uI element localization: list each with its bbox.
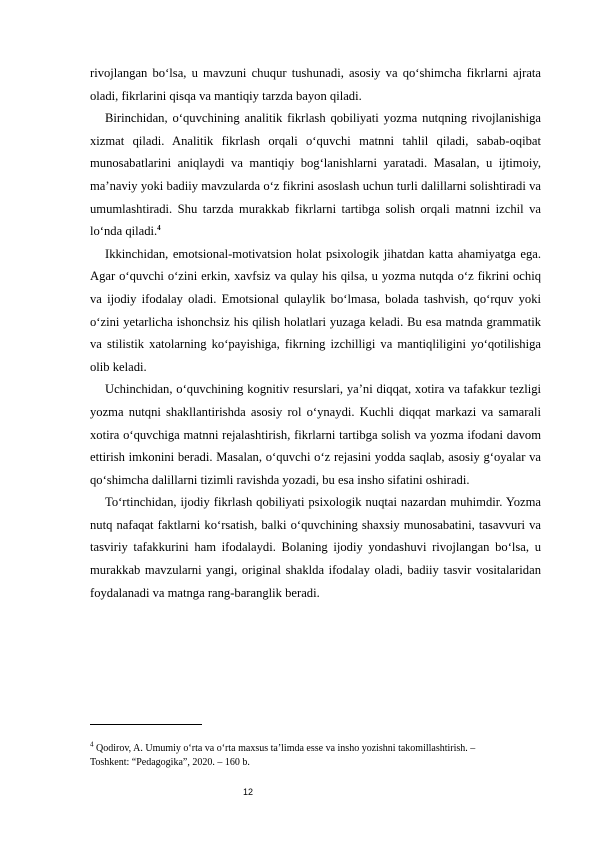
paragraph-fourth-point: To‘rtinchidan, ijodiy fikrlash qobiliyati psixologik nuqtai nazardan muhimdir. Yozma nutq nafaqat faktlarni ko‘rsatish, balki o‘quvchining shaxsiy munosabatini, tasavvuri va tasviriy tafakkurini ham ifodalaydi. Bolaning ijodiy yondashuvi rivojlangan bo‘lsa, u murakkab mavzularni yangi, original shaklda ifodalay oladi, badiiy tasvir vositalaridan foydalanadi va matnga rang-baranglik beradi. bbox=[90, 495, 541, 600]
paragraph-first-point bbox=[90, 107, 541, 243]
footnote-divider bbox=[90, 724, 202, 725]
page-number: 12 bbox=[243, 787, 254, 797]
paragraph-first-point-text: Birinchidan, o‘quvchining analitik fikrlash qobiliyati yozma nutqning rivojlanishiga xizmat qiladi. Analitik fikrlash orqali o‘quvchi matnni tahlil qiladi, sabab-oqibat munosabatlarini aniqlaydi va mantiqiy bog‘lanishlarni yaratadi. Masalan, u ijtimoiy, ma’naviy yoki badiiy mavzularda o‘z fikrini asoslash uchun turli dalillarni solishtiradi va umumlashtiradi. Shu tarzda murakkab fikrlarni tartibga solish orqali matnni izchil va lo‘nda qiladi. bbox=[90, 111, 541, 239]
footnote-text: Qodirov, A. Umumiy o‘rta va o‘rta maxsus ta’limda esse va insho yozishni takomillashtirish. – Toshkent: “Pedagogika”, 2020. – 160 b. bbox=[90, 743, 476, 768]
paragraph-continuation: rivojlangan bo‘lsa, u mavzuni chuqur tushunadi, asosiy va qo‘shimcha fikrlarni ajrata oladi, fikrlarini qisqa va mantiqiy tarzda bayon qiladi. bbox=[90, 66, 541, 103]
footnote-reference[interactable]: 4 bbox=[157, 223, 161, 232]
footnote-number: 4 bbox=[90, 740, 94, 749]
page-body bbox=[90, 62, 541, 604]
paragraph-third-point: Uchinchidan, o‘quvchining kognitiv resurslari, ya’ni diqqat, xotira va tafakkur tezligi yozma nutqni shakllantirishda asosiy rol o‘ynaydi. Kuchli diqqat markazi va samarali xotira o‘quvchiga matnni rejalashtirish, fikrlarni tartibga solish va yozma ifodani davom ettirish imkonini beradi. Masalan, o‘quvchi o‘z rejasini yodda saqlab, asosiy g‘oyalar va qo‘shimcha dalillarni tizimli ravishda yozadi, bu esa insho sifatini oshiradi. bbox=[90, 382, 541, 487]
paragraph-second-point: Ikkinchidan, emotsional-motivatsion holat psixologik jihatdan katta ahamiyatga ega. Agar o‘quvchi o‘zini erkin, xavfsiz va qulay his qilsa, u yozma nutqda o‘z fikrini ochiq va ijodiy ifodalay oladi. Emotsional qulaylik bo‘lmasa, bolada tashvish, qo‘rquv yoki o‘zini yetarlicha ishonchsiz his qilish holatlari yuzaga keladi. Bu esa matnda grammatik va stilistik xatolarning ko‘payishiga, fikrning izchilligi va mantiqliligini yo‘qotilishiga olib keladi. bbox=[90, 246, 541, 374]
footnote bbox=[90, 742, 510, 769]
